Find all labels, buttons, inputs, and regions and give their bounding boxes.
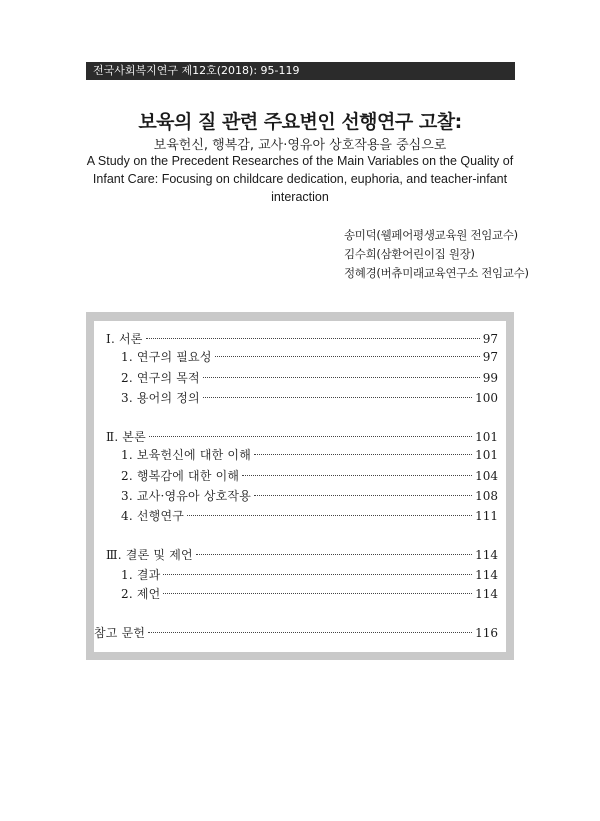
toc-leader-dots [148, 632, 472, 633]
toc-entry-introduction[interactable] [106, 330, 498, 348]
table-of-contents [94, 321, 506, 652]
toc-leader-dots [203, 397, 472, 398]
toc-page-number: 97 [482, 350, 498, 364]
toc-label: 1. 결과 [121, 568, 161, 582]
toc-page-number: 97 [482, 332, 498, 346]
toc-label: 1. 연구의 필요성 [121, 350, 212, 364]
toc-page-number: 114 [475, 548, 498, 562]
toc-page-number: 104 [475, 469, 498, 483]
toc-leader-dots [196, 554, 472, 555]
toc-label: 2. 제언 [121, 587, 161, 601]
toc-entry-interaction[interactable] [121, 487, 498, 505]
english-title-line: A Study on the Precedent Researches of the Main Variables on the Quality of [86, 154, 514, 168]
toc-leader-dots [149, 436, 472, 437]
toc-page-number: 116 [475, 626, 498, 640]
toc-label: 1. 보육헌신에 대한 이해 [121, 448, 252, 462]
toc-page-number: 111 [475, 509, 498, 523]
toc-leader-dots [242, 475, 472, 476]
korean-title: 보육의 질 관련 주요변인 선행연구 고찰: [138, 111, 462, 133]
journal-header-bar [86, 62, 515, 80]
toc-page-number: 114 [475, 568, 498, 582]
toc-page-number: 100 [475, 391, 498, 405]
toc-label: 2. 행복감에 대한 이해 [121, 469, 240, 483]
toc-leader-dots [215, 356, 480, 357]
toc-label: 2. 연구의 목적 [121, 371, 200, 385]
toc-leader-dots [254, 454, 472, 455]
toc-leader-dots [163, 574, 472, 575]
toc-page-number: 114 [475, 587, 498, 601]
author: 송미덕(웰페어평생교육원 전임교수) [344, 228, 518, 242]
toc-entry-conclusion[interactable] [106, 546, 498, 564]
author: 정혜경(버츄미래교육연구소 전임교수) [344, 266, 529, 280]
toc-label: 참고 문헌 [94, 626, 146, 640]
toc-leader-dots [163, 593, 472, 594]
english-title-line: Infant Care: Focusing on childcare dedication, euphoria, and teacher-infant [92, 172, 508, 186]
toc-leader-dots [187, 515, 472, 516]
toc-entry-references[interactable] [94, 624, 498, 642]
toc-page-number: 108 [475, 489, 498, 503]
toc-entry-necessity[interactable] [121, 348, 498, 366]
author-list [344, 226, 529, 283]
english-title [80, 152, 520, 206]
toc-label: Ⅱ. 본론 [106, 430, 146, 444]
toc-entry-prior-research[interactable] [121, 507, 498, 525]
author: 김수희(삼환어린이집 원장) [344, 247, 475, 261]
toc-entry-euphoria[interactable] [121, 467, 498, 485]
toc-entry-suggestions[interactable] [121, 585, 498, 603]
english-title-line: interaction [271, 190, 329, 204]
toc-leader-dots [254, 495, 472, 496]
toc-label: Ⅰ. 서론 [106, 332, 143, 346]
toc-entry-results[interactable] [121, 566, 498, 584]
toc-entry-dedication[interactable] [121, 446, 498, 464]
toc-label: 4. 선행연구 [121, 509, 185, 523]
toc-entry-definitions[interactable] [121, 389, 498, 407]
toc-leader-dots [146, 338, 480, 339]
toc-entry-main-body[interactable] [106, 428, 498, 446]
toc-leader-dots [203, 377, 480, 378]
korean-subtitle: 보육헌신, 행복감, 교사·영유아 상호작용을 중심으로 [153, 138, 447, 153]
toc-page-number: 101 [475, 448, 498, 462]
journal-citation: 전국사회복지연구 제12호(2018): 95-119 [93, 64, 300, 77]
toc-entry-purpose[interactable] [121, 369, 498, 387]
toc-label: 3. 용어의 정의 [121, 391, 200, 405]
toc-label: 3. 교사·영유아 상호작용 [121, 489, 252, 503]
toc-page-number: 101 [475, 430, 498, 444]
toc-page-number: 99 [482, 371, 498, 385]
toc-label: Ⅲ. 결론 및 제언 [106, 548, 193, 562]
